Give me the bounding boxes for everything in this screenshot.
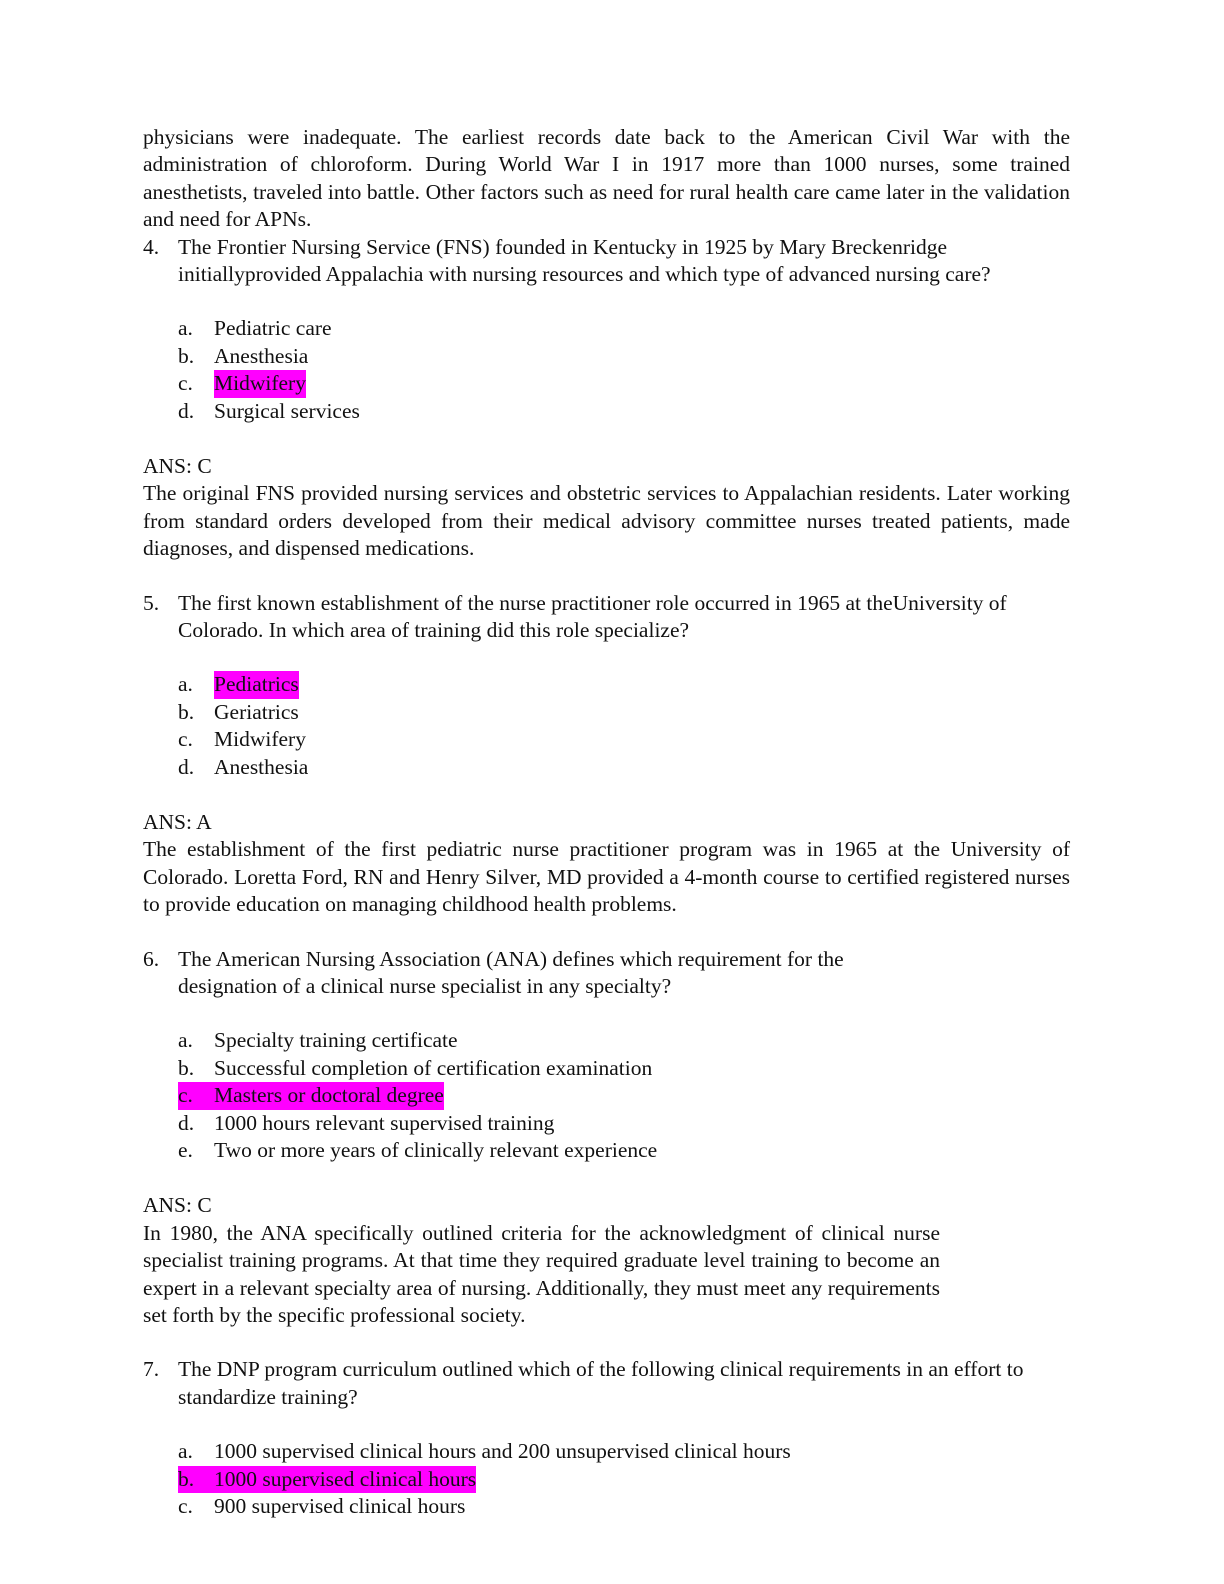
option-c: c. 900 supervised clinical hours (178, 1493, 1070, 1520)
option-d: d. 1000 hours relevant supervised training (178, 1110, 1070, 1137)
option-a: a. Specialty training certificate (178, 1027, 1070, 1054)
question-text: The first known establishment of the nurse practitioner role occurred in 1965 at theUniversity of Colorado. In which area of training did this role specialize? (178, 590, 1007, 643)
highlighted-option-text: Masters or doctoral degree (214, 1083, 444, 1108)
intro-paragraph: physicians were inadequate. The earliest records date back to the American Civil War with the administration of chloroform. During World War I in 1917 more than 1000 nurses, some trained anesthetists, traveled into battle. Other factors such as need for rural health care came later in the validation and need for APNs. (143, 125, 1070, 232)
option-c-correct: c. Masters or doctoral degree (178, 1082, 1070, 1109)
option-text: Anesthesia (214, 343, 309, 368)
option-d: d. Surgical services (178, 398, 1070, 425)
highlighted-option-text: Pediatrics (214, 671, 299, 698)
option-e: e. Two or more years of clinically relevant experience (178, 1137, 1070, 1164)
option-text: Geriatrics (214, 699, 299, 724)
question-text: The American Nursing Association (ANA) defines which requirement for the designation of a clinical nurse specialist in any specialty? (178, 946, 844, 999)
option-text: Successful completion of certification examination (214, 1055, 653, 1080)
question-5 (143, 590, 1070, 645)
answer-label: ANS: A (143, 810, 212, 834)
option-text: Midwifery (214, 727, 306, 752)
option-c-correct: c. Midwifery (178, 370, 1070, 397)
highlighted-option-text: Midwifery (214, 370, 306, 397)
option-b-correct: b. 1000 supervised clinical hours (178, 1466, 1070, 1493)
option-text: Anesthesia (214, 754, 309, 779)
option-d: d. Anesthesia (178, 754, 1070, 781)
answer-label: ANS: C (143, 1193, 212, 1218)
option-a: a. 1000 supervised clinical hours and 200 unsupervised clinical hours (178, 1438, 1070, 1465)
option-b: b. Geriatrics (178, 699, 1070, 726)
rationale: The establishment of the first pediatric nurse practitioner program was in 1965 at the University of Colorado. Loretta Ford, RN and Henry Silver, MD provided a 4-month course to certified registered nurses to provide education on managing childhood health problems. (143, 837, 1070, 917)
option-text: 900 supervised clinical hours (214, 1494, 466, 1519)
options-list (178, 1438, 1070, 1520)
question-7 (143, 1356, 1070, 1411)
question-number: 7. (143, 1357, 160, 1382)
answer-label: ANS: C (143, 454, 212, 478)
options-list (178, 315, 1070, 425)
options-list (178, 1027, 1070, 1164)
option-text: Specialty training certificate (214, 1028, 458, 1053)
question-number: 6. (143, 946, 160, 971)
option-b: b. Anesthesia (178, 343, 1070, 370)
option-text: Two or more years of clinically relevant experience (214, 1138, 658, 1162)
option-text: Pediatric care (214, 316, 332, 341)
question-6 (143, 946, 940, 1001)
rationale: The original FNS provided nursing services and obstetric services to Appalachian residents. Later working from standard orders developed from their medical advisory committee nurses treated patients, made diagnoses, and dispensed medications. (143, 481, 1070, 561)
question-number: 5. (143, 590, 160, 615)
option-c: c. Midwifery (178, 726, 1070, 753)
option-text: Surgical services (214, 398, 360, 423)
question-number: 4. (143, 234, 160, 259)
option-text: 1000 supervised clinical hours and 200 unsupervised clinical hours (214, 1439, 791, 1464)
question-4 (143, 234, 1070, 289)
rationale: In 1980, the ANA specifically outlined criteria for the acknowledgment of clinical nurse specialist training programs. At that time they required graduate level training to become an expert in a relevant specialty area of nursing. Additionally, they must meet any requirements set forth by the specific professional society. (143, 1220, 940, 1328)
question-text: The Frontier Nursing Service (FNS) founded in Kentucky in 1925 by Mary Breckenridge initiallyprovided Appalachia with nursing resources and which type of advanced nursing care? (178, 234, 991, 287)
highlighted-option-text: 1000 supervised clinical hours (214, 1466, 477, 1491)
option-a: a. Pediatric care (178, 315, 1070, 342)
question-text: The DNP program curriculum outlined which of the following clinical requirements in an effort to standardize training? (178, 1357, 1024, 1409)
options-list (178, 671, 1070, 781)
option-b: b. Successful completion of certification examination (178, 1055, 1070, 1082)
option-a-correct: a. Pediatrics (178, 671, 1070, 698)
document-page (143, 124, 1070, 1548)
option-text: 1000 hours relevant supervised training (214, 1110, 555, 1135)
